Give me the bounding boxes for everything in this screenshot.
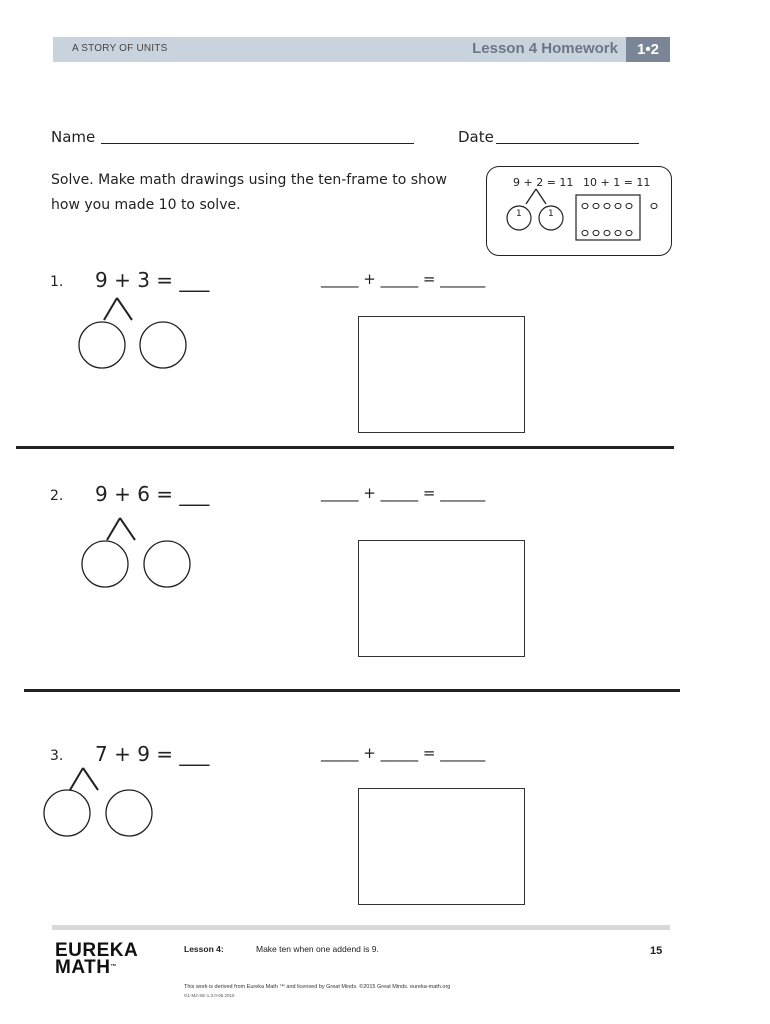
- name-field-line[interactable]: [101, 143, 414, 144]
- section-divider-2: [24, 689, 680, 692]
- footer-lesson-title: Make ten when one addend is 9.: [256, 944, 379, 954]
- logo-line-2-text: MATH: [55, 957, 111, 978]
- problem-1-bond-left-circle: [79, 322, 125, 368]
- footer-bar: [52, 925, 670, 930]
- instructions-line-2: how you made 10 to solve.: [51, 197, 241, 213]
- logo-line-2: [55, 959, 138, 976]
- eureka-math-logo: [55, 942, 138, 976]
- date-label: Date: [458, 128, 494, 146]
- header-lesson-title: Lesson 4 Homework: [472, 40, 618, 57]
- instructions-line-1: Solve. Make math drawings using the ten-frame to show: [51, 172, 447, 188]
- problem-2-bond-right-circle: [144, 541, 190, 587]
- page-number: 15: [650, 945, 663, 957]
- problem-3-bond-right-circle: [106, 790, 152, 836]
- problem-2-blank-equation[interactable]: _____ + _____ = ______: [321, 484, 486, 502]
- footer-lesson-label: Lesson 4:: [184, 944, 224, 954]
- example-bond-right-value: 1: [548, 209, 554, 219]
- example-equation-2: 10 + 1 = 11: [583, 176, 651, 189]
- instructions: [51, 168, 461, 218]
- example-bond-left-value: 1: [516, 209, 522, 219]
- header-lesson-code: 1•2: [626, 37, 670, 62]
- problem-2-drawing-box[interactable]: [358, 540, 525, 657]
- example-equation-1: 9 + 2 = 11: [513, 176, 574, 189]
- problem-2-number: 2.: [50, 488, 64, 504]
- problem-2-bond-left-circle: [82, 541, 128, 587]
- problem-3-drawing-box[interactable]: [358, 788, 525, 905]
- problem-3-blank-equation[interactable]: _____ + _____ = ______: [321, 744, 486, 762]
- logo-trademark: ™: [110, 964, 117, 970]
- header-series-title: A STORY OF UNITS: [72, 43, 168, 54]
- logo-line-1: EUREKA: [55, 940, 139, 961]
- name-label: Name: [51, 128, 96, 146]
- problem-2-number-bond: [75, 514, 200, 594]
- example-drawing: [486, 166, 672, 256]
- example-ten-frame: [576, 195, 640, 240]
- problem-1-bond-right-circle: [140, 322, 186, 368]
- problem-1-number: 1.: [50, 274, 64, 290]
- problem-3-bond-left-circle: [44, 790, 90, 836]
- problem-1-number-bond: [70, 292, 195, 372]
- problem-1-equation: 9 + 3 = ___: [95, 268, 210, 292]
- date-field-line[interactable]: [496, 143, 639, 144]
- problem-1-blank-equation[interactable]: _____ + _____ = ______: [321, 270, 486, 288]
- problem-3-number-bond: [36, 764, 161, 844]
- document-code: G1-M2-SE-1.3.0-05.2015: [184, 993, 235, 998]
- license-text: This work is derived from Eureka Math ™ and licensed by Great Minds. ©2015 Great Minds. eureka-math.org: [184, 984, 451, 990]
- problem-3-equation: 7 + 9 = ___: [95, 742, 210, 766]
- problem-1-drawing-box[interactable]: [358, 316, 525, 433]
- section-divider-1: [16, 446, 674, 449]
- problem-3-number: 3.: [50, 748, 64, 764]
- problem-2-equation: 9 + 6 = ___: [95, 482, 210, 506]
